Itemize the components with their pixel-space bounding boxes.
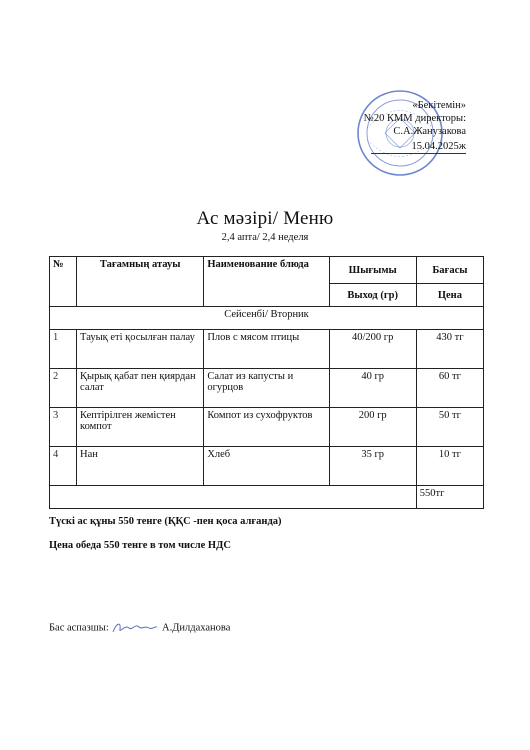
- row-name-kz: Кептірілген жемістен компот: [77, 408, 204, 447]
- header-num: №: [50, 257, 77, 307]
- header-price-ru: Цена: [416, 284, 483, 307]
- row-num: 1: [50, 330, 77, 369]
- header-price-kz: Бағасы: [416, 257, 483, 284]
- handwritten-signature: [111, 620, 159, 636]
- table-row: [50, 369, 484, 408]
- row-output: 200 гр: [329, 408, 416, 447]
- header-name-ru: Наименование блюда: [204, 257, 329, 307]
- row-num: 4: [50, 447, 77, 486]
- header-output-kz: Шығымы: [329, 257, 416, 284]
- table-row: [50, 408, 484, 447]
- menu-table: [49, 256, 484, 509]
- approval-date: 15.04.2025ж: [371, 140, 466, 154]
- row-output: 35 гр: [329, 447, 416, 486]
- day-section-row: [50, 307, 484, 330]
- header-name-kz: Тағамның атауы: [77, 257, 204, 307]
- approval-position: №20 КММ директоры:: [363, 113, 466, 124]
- header-output-ru: Выход (гр): [329, 284, 416, 307]
- row-num: 2: [50, 369, 77, 408]
- total-spacer: [50, 486, 417, 509]
- table-row: [50, 447, 484, 486]
- row-num: 3: [50, 408, 77, 447]
- price-note-ru: Цена обеда 550 тенге в том числе НДС: [49, 540, 231, 551]
- total-price: 550тг: [416, 486, 483, 509]
- row-name-ru: Плов с мясом птицы: [204, 330, 329, 369]
- page-title: Ас мәзірі/ Меню: [196, 208, 334, 229]
- row-price: 10 тг: [416, 447, 483, 486]
- signature-name: А.Дилдаханова: [162, 622, 231, 634]
- row-name-ru: Хлеб: [204, 447, 329, 486]
- row-output: 40/200 гр: [329, 330, 416, 369]
- row-output: 40 гр: [329, 369, 416, 408]
- signature-label: Бас аспазшы:: [49, 622, 109, 634]
- total-row: [50, 486, 484, 509]
- approval-block: [318, 99, 466, 154]
- row-name-kz: Тауық еті қосылған палау: [77, 330, 204, 369]
- approval-heading: «Бекітемін»: [412, 100, 466, 111]
- signature-block: [49, 620, 230, 636]
- row-name-ru: Компот из сухофруктов: [204, 408, 329, 447]
- approval-director-name: С.А.Жанузакова: [393, 126, 466, 137]
- day-section-label: Сейсенбі/ Вторник: [50, 307, 484, 330]
- header-row: [50, 257, 484, 284]
- row-price: 430 тг: [416, 330, 483, 369]
- row-name-kz: Нан: [77, 447, 204, 486]
- price-note-kz: Түскі ас құны 550 тенге (ҚҚС -пен қоса алғанда): [49, 516, 282, 527]
- page-subtitle: 2,4 апта/ 2,4 неделя: [221, 232, 309, 243]
- row-name-kz: Қырық қабат пен қиярдан салат: [77, 369, 204, 408]
- row-name-ru: Салат из капусты и огурцов: [204, 369, 329, 408]
- table-row: [50, 330, 484, 369]
- row-price: 50 тг: [416, 408, 483, 447]
- row-price: 60 тг: [416, 369, 483, 408]
